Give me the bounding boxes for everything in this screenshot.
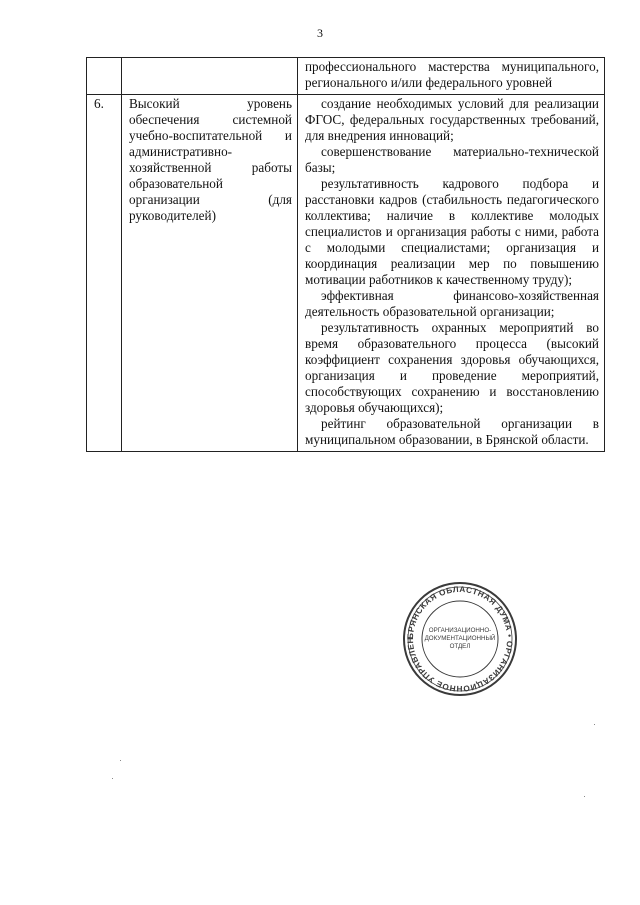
- indicator-item: рейтинг образовательной организации в муниципальном образовании, в Брянской области.: [305, 416, 599, 447]
- row-number-cell: [87, 58, 122, 95]
- official-stamp: [401, 580, 519, 698]
- stamp-ring-text: БРЯНСКАЯ ОБЛАСТНАЯ ДУМА • ОРГАНИЗАЦИОННОЕ УПРАВЛЕН: [405, 584, 515, 694]
- scan-speck: [112, 778, 113, 779]
- criterion-cell: [122, 95, 298, 452]
- criterion-cell: [122, 58, 298, 95]
- scan-speck: [594, 724, 595, 725]
- indicators-cell: [298, 95, 605, 452]
- criterion-text: Высокий уровень обеспечения системной учебно-воспитательной и административно-хозяйственной работы образовательной организации (для руководителей): [129, 96, 292, 223]
- criteria-table: [86, 57, 605, 452]
- stamp-line: ДОКУМЕНТАЦИОННЫЙ: [424, 635, 496, 642]
- indicator-item: совершенствование материально-технической базы;: [305, 144, 599, 175]
- indicator-item: результативность кадрового подбора и расстановки кадров (стабильность педагогического коллектива; наличие в коллективе молодых специалистов и организация работы с ними, работа с молодыми специалистами; организация и координация реализации мер по повышению мотивации работников к качественному труду);: [305, 176, 599, 287]
- indicator-item: эффективная финансово-хозяйственная деятельность образовательной организации;: [305, 288, 599, 319]
- scan-speck: [584, 796, 585, 797]
- indicator-item: результативность охранных мероприятий во время образовательного процесса (высокий коэффициент сохранения здоровья обучающихся, организация и проведение мероприятий, способствующих сохранению и восстановлению здоровья обучающихся);: [305, 320, 599, 415]
- stamp-line: ОТДЕЛ: [449, 643, 471, 650]
- row-number-cell: 6.: [87, 95, 122, 452]
- indicator-text: профессионального мастерства муниципального, регионального и/или федерального уровней: [305, 59, 599, 90]
- stamp-center-text: [401, 580, 519, 698]
- stamp-line: ОРГАНИЗАЦИОННО-: [428, 627, 492, 634]
- scan-speck: [120, 760, 121, 761]
- page-number: 3: [317, 26, 323, 40]
- table-row: [87, 58, 605, 95]
- indicators-cell: [298, 58, 605, 95]
- table-row: [87, 95, 605, 452]
- indicator-item: создание необходимых условий для реализации ФГОС, федеральных государственных требований, для внедрения инноваций;: [305, 96, 599, 143]
